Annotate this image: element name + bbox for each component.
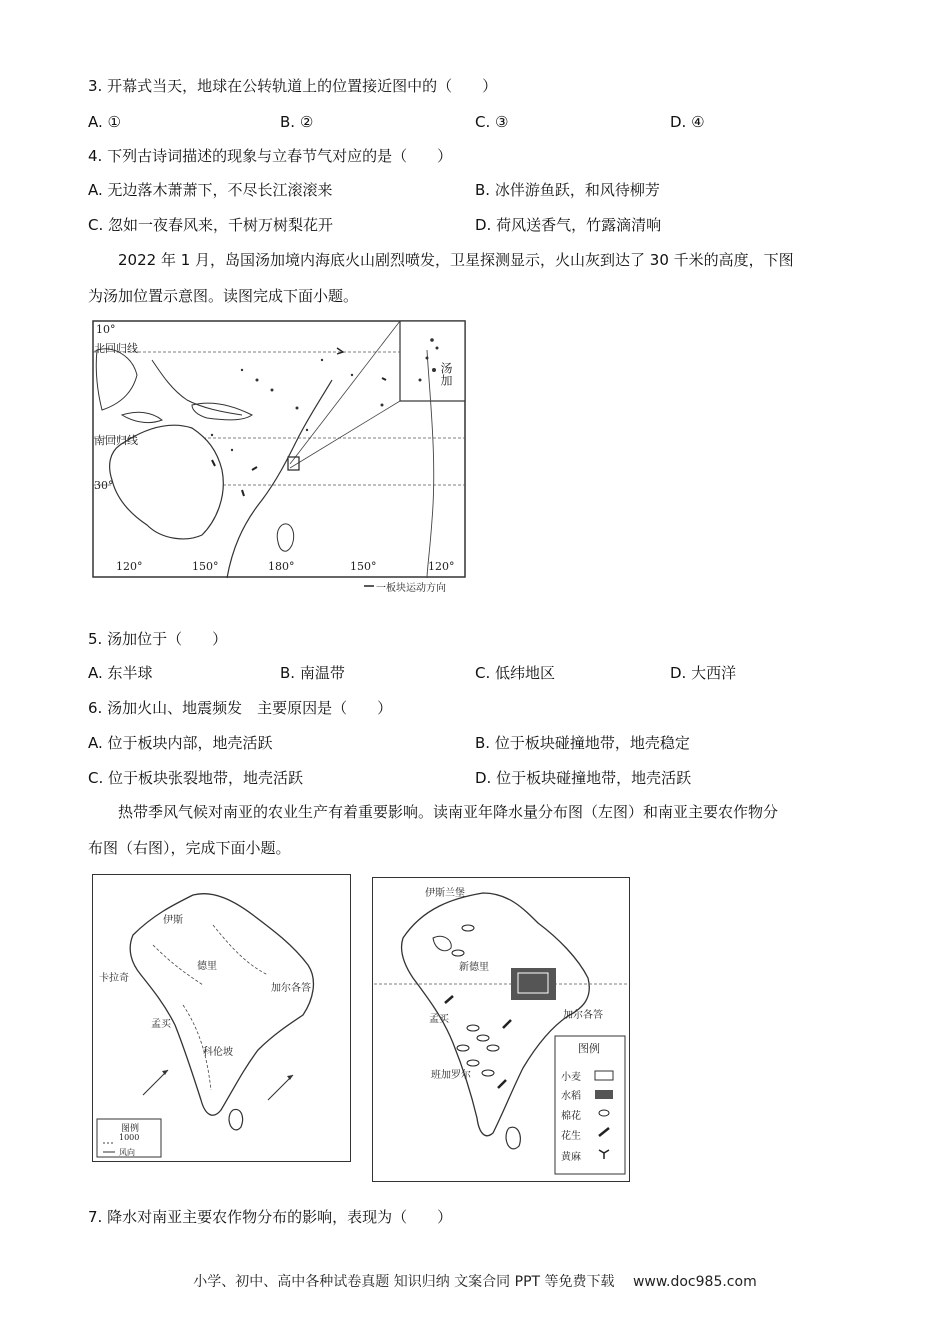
q4-stem: 4. 下列古诗词描述的现象与立春节气对应的是（ ） (88, 147, 453, 165)
passage1-line2: 为汤加位置示意图。读图完成下面小题。 (88, 287, 359, 305)
q6-stem: 6. 汤加火山、地震频发 主要原因是（ ） (88, 699, 393, 717)
plate-motion-legend: 一板块运动方向 (376, 583, 446, 594)
q6-option-b: B. 位于板块碰撞地带，地壳稳定 (475, 734, 690, 752)
delhi-label: 德里 (197, 961, 217, 972)
lon-150w-label: 150° (350, 560, 377, 573)
colombo-label: 科伦坡 (203, 1047, 233, 1058)
q6-option-c: C. 位于板块张裂地带，地壳活跃 (88, 769, 304, 787)
q3-option-d: D. ④ (670, 113, 705, 131)
mumbai-label: 孟买 (429, 1014, 449, 1025)
lon-120w-label: 120° (428, 560, 455, 573)
lon-150e-label: 150° (192, 560, 219, 573)
crops-legend-title: 图例 (578, 1042, 600, 1055)
south-asia-crops-map (372, 877, 630, 1182)
tropic-of-cancer-label: 北回归线 (94, 342, 138, 355)
tonga-map-drawing (92, 320, 467, 595)
legend-wheat: 小麦 (561, 1072, 581, 1083)
q3-option-c: C. ③ (475, 113, 509, 131)
new-delhi-label: 新德里 (459, 962, 489, 973)
tonga-label: 汤加 (439, 362, 453, 386)
legend-peanut: 花生 (561, 1131, 581, 1142)
q4-option-b: B. 冰伴游鱼跃，和风待柳芳 (475, 181, 660, 199)
islamabad-label: 伊斯兰堡 (425, 888, 465, 899)
lon-120e-label: 120° (116, 560, 143, 573)
q5-option-d: D. 大西洋 (670, 664, 737, 682)
q4-option-d: D. 荷风送香气，竹露滴清响 (475, 216, 662, 234)
q5-option-a: A. 东半球 (88, 664, 153, 682)
page-footer: 小学、初中、高中各种试卷真题 知识归纳 文案合同 PPT 等免费下载 www.doc985.com (193, 1274, 757, 1290)
lat-10-label: 10° (96, 323, 116, 336)
mumbai-label-left: 孟买 (151, 1019, 171, 1030)
q7-stem: 7. 降水对南亚主要农作物分布的影响，表现为（ ） (88, 1208, 453, 1226)
kolkata-label-left: 加尔各答 (271, 983, 311, 994)
q4-option-a: A. 无边落木萧萧下，不尽长江滚滚来 (88, 181, 333, 199)
q3-stem: 3. 开幕式当天，地球在公转轨道上的位置接近图中的（ ） (88, 77, 498, 95)
q4-option-c: C. 忽如一夜春风来，千树万树梨花开 (88, 216, 334, 234)
precip-legend-isoline-value: 1000 (119, 1133, 140, 1142)
crops-map-drawing (373, 878, 629, 1181)
islamabad-label-left: 伊斯 (163, 915, 183, 926)
bangalore-label: 班加罗尔 (431, 1070, 471, 1081)
kolkata-label: 加尔各答 (563, 1010, 603, 1021)
q3-option-b: B. ② (280, 113, 314, 131)
tonga-map (92, 320, 467, 595)
q6-option-a: A. 位于板块内部，地壳活跃 (88, 734, 273, 752)
q5-stem: 5. 汤加位于（ ） (88, 630, 228, 648)
precip-legend-title: 图例 (121, 1124, 140, 1134)
legend-jute: 黄麻 (561, 1152, 581, 1163)
precipitation-map-drawing (93, 875, 350, 1161)
karachi-label: 卡拉奇 (99, 973, 129, 984)
q5-option-b: B. 南温带 (280, 664, 345, 682)
q3-option-a: A. ① (88, 113, 121, 131)
passage2-line1: 热带季风气候对南亚的农业生产有着重要影响。读南亚年降水量分布图（左图）和南亚主要农作物分 (118, 803, 779, 821)
q6-option-d: D. 位于板块碰撞地带，地壳活跃 (475, 769, 692, 787)
passage1-line1: 2022 年 1 月，岛国汤加境内海底火山剧烈喷发，卫星探测显示，火山灰到达了 30 千米的高度，下图 (118, 251, 794, 269)
precip-legend-wind: 风向 (119, 1148, 135, 1157)
legend-rice: 水稻 (561, 1091, 581, 1102)
legend-cotton: 棉花 (561, 1111, 581, 1122)
passage2-line2: 布图（右图），完成下面小题。 (88, 839, 291, 857)
south-asia-precipitation-map (92, 874, 351, 1162)
lat-30-label: 30° (94, 479, 114, 492)
tropic-of-capricorn-label: 南回归线 (94, 434, 138, 447)
lon-180-label: 180° (268, 560, 295, 573)
q5-option-c: C. 低纬地区 (475, 664, 556, 682)
